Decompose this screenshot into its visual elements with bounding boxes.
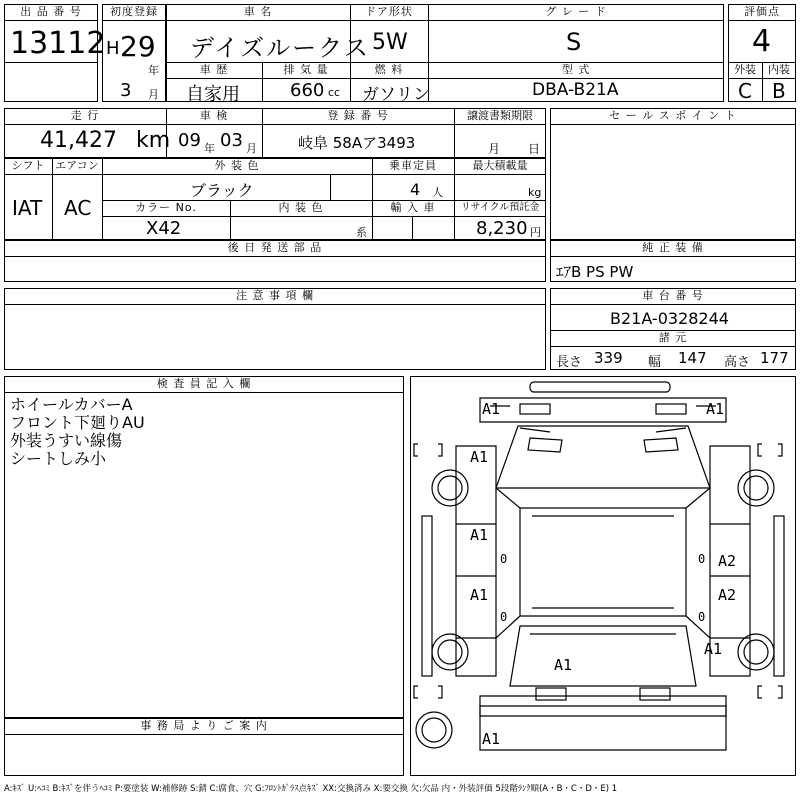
legend-text: A:ｷｽﾞ U:ﾍｺﾐ B:ｷｽﾞを伴うﾍｺﾐ P:要塗装 W:補修跡 S:錆 C:腐食、穴 G:ﾌﾛﾝﾄｶﾞﾗｽ点ｷｽﾞ XX:交換済み X:要交換 欠:欠品 内・外装評価 5段階ﾗﾝｸ順(A・B・C・D・E) 1 [4,784,618,794]
sales-point-box [550,108,796,240]
fuel-label: 燃 料 [374,63,404,76]
recycle-unit: 円 [530,226,541,239]
inspector-note-1: ホイールカバーA [10,395,133,414]
interior-score: B [772,79,786,103]
ac-value: AC [64,196,92,220]
car-name: デイズルークス [190,34,370,62]
mileage-unit: km [136,128,171,153]
reg-number: 岐阜 58Aア3493 [298,134,416,152]
exterior-score: C [738,79,752,103]
inspector-label: 検 査 員 記 入 欄 [156,377,252,390]
car-name-label: 車 名 [243,5,273,18]
damage-left-rear-door: A1 [470,586,489,604]
history-label: 車 歴 [199,63,229,76]
recycle-value: 8,230 [476,218,528,239]
lot-label: 出 品 番 号 [20,5,82,18]
insp-month: 03 [220,130,243,151]
history-value: 自家用 [186,84,240,105]
recycle-label: リサイクル預託金 [460,202,540,213]
score-label: 評価点 [744,5,780,18]
color-no-label: カラー No. [135,201,197,214]
first-reg-label: 初度登録 [110,5,158,18]
capacity-label: 乗車定員 [389,159,437,172]
insp-month-unit: 月 [246,142,257,155]
transfer-month: 月 [488,142,501,156]
inspection-label: 車 検 [199,109,229,122]
transfer-day: 日 [528,142,541,156]
damage-right-front-door: A2 [718,552,737,570]
damage-rear-bumper: A1 [482,730,501,748]
load-label: 最大積載量 [472,159,528,172]
chassis-number: B21A-0328244 [610,309,729,328]
width-label: 幅 [648,355,662,370]
damage-front-right: A1 [706,400,725,418]
fuel-value: ガソリン [362,85,430,105]
parts-label: 後 日 発 送 部 品 [227,241,323,254]
int-color-unit: 系 [356,226,367,239]
mileage-label: 走 行 [70,109,100,122]
score-value: 4 [752,24,772,59]
height-value: 177 [760,349,789,367]
equipment-label: 純 正 装 備 [642,241,704,254]
shift-value: IAT [12,196,43,220]
color-value: ブラック [190,181,254,200]
specs-label: 諸 元 [658,331,688,344]
transfer-label: 譲渡書類期限 [467,109,533,122]
model-label: 型 式 [561,63,591,76]
equipment-value: ｴｱB PS PW [556,263,634,281]
damage-left-front-fender: A1 [470,448,489,466]
grade-label: グ レ ー ド [545,5,607,18]
shift-label: シフト [11,159,45,172]
reg-year: 29 [120,30,156,63]
damage-zero-c: 0 [698,552,706,566]
year-unit: 年 [148,64,159,77]
load-unit: kg [528,186,542,199]
month-unit: 月 [148,88,159,101]
damage-rear-glass: A1 [554,656,573,674]
displacement-label: 排 気 量 [283,63,329,76]
damage-right-quarter: A1 [704,640,723,658]
door-label: ドア形状 [365,5,413,18]
damage-zero-a: 0 [500,552,508,566]
ac-label: エアコン [55,159,99,172]
int-color-label: 内 装 色 [278,201,324,214]
height-label: 高さ [724,355,751,370]
color-label: 外 装 色 [214,159,260,172]
damage-zero-d: 0 [698,610,706,624]
door-type: 5W [372,30,408,55]
damage-front-left: A1 [482,400,501,418]
office-label: 事 務 局 よ り ご 案 内 [140,719,268,732]
interior-label: 内装 [768,63,790,76]
insp-year: 09 [178,130,201,151]
damage-right-rear-door: A2 [718,586,737,604]
era: H [106,38,120,59]
displacement-unit: cc [328,86,341,99]
reg-number-label: 登 録 番 号 [327,109,389,122]
damage-left-front-door: A1 [470,526,489,544]
displacement-value: 660 [290,80,325,101]
length-value: 339 [594,349,623,367]
model-value: DBA-B21A [532,80,619,100]
inspector-note-2: フロント下廻りAU [10,413,145,432]
capacity-value: 4 [410,180,421,199]
inspector-note-3: 外装うすい線傷 [10,431,123,450]
reg-month: 3 [120,80,132,101]
damage-zero-b: 0 [500,610,508,624]
notes-label: 注 意 事 項 欄 [236,289,314,302]
inspector-note-4: シートしみ小 [10,449,107,468]
color-no-value: X42 [146,218,182,239]
car-diagram [410,376,796,776]
capacity-unit: 人 [432,186,443,199]
chassis-label: 車 台 番 号 [642,289,704,302]
grade-value: S [566,28,582,56]
lot-number: 13112 [10,26,106,61]
exterior-label: 外装 [734,63,756,76]
width-value: 147 [678,349,707,367]
length-label: 長さ [556,355,583,370]
mileage-value: 41,427 [40,128,117,153]
import-label: 輸 入 車 [390,201,436,214]
sales-point-label: セ ー ル ス ポ イ ン ト [609,109,737,122]
insp-year-unit: 年 [204,142,215,155]
